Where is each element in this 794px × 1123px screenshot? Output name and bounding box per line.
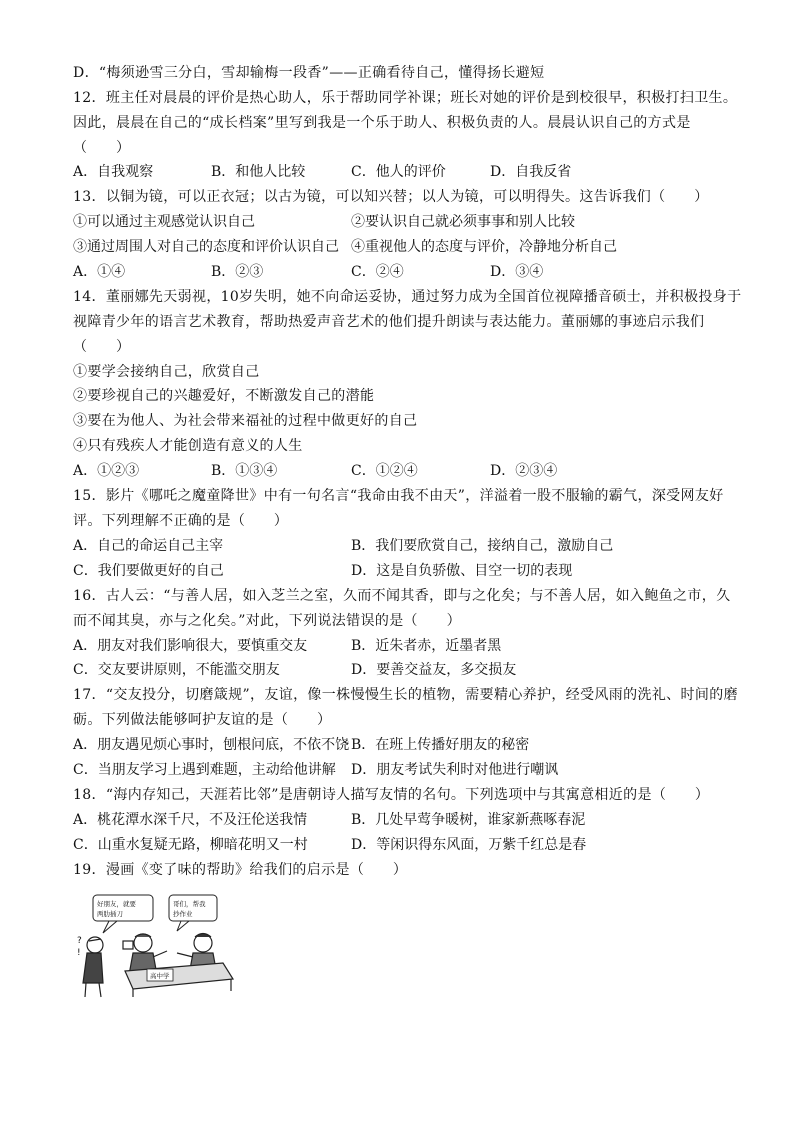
q12-option-d: D．自我反省	[490, 164, 572, 180]
q17-option-a: A．朋友遇见烦心事时，刨根问底，不依不饶	[73, 737, 350, 753]
q18-option-d: D．等闲识得东风面，万紫千红总是春	[351, 837, 587, 853]
speech-bubble-right	[169, 895, 217, 931]
observer-figure	[77, 936, 103, 997]
q14-option-a: A．①②③	[73, 463, 140, 479]
q11-option-d: D．“梅须逊雪三分白，雪却输梅一段香”——正确看待自己，懂得扬长避短	[73, 65, 545, 81]
q18-stem: 18．“海内存知己，天涯若比邻”是唐朝诗人描写友情的名句。下列选项中与其寓意相近的是（ ）	[73, 787, 710, 803]
q16-option-a: A．朋友对我们影响很大，要慎重交友	[73, 638, 308, 654]
q14-stem-line1: 14．董丽娜先天弱视，10岁失明，她不向命运妥协，通过努力成为全国首位视障播音硕士，并积极投身于	[73, 289, 742, 305]
q13-statement-2: ②要认识自己就必须事事和别人比较	[351, 214, 575, 230]
q14-statement-1: ①要学会接纳自己，欣赏自己	[73, 364, 260, 380]
q12-option-b: B．和他人比较	[211, 164, 306, 180]
q15-option-d: D．这是自负骄傲、目空一切的表现	[351, 563, 573, 579]
q15-option-b: B．我们要欣赏自己，接纳自己，激励自己	[351, 538, 614, 554]
q17-option-d: D．朋友考试失利时对他进行嘲讽	[351, 762, 559, 778]
q16-stem-line2: 而不闻其臭，亦与之化矣。”对此，下列说法错误的是（ ）	[73, 613, 461, 629]
q16-option-b: B．近朱者赤，近墨者黑	[351, 638, 502, 654]
q14-statement-4: ④只有残疾人才能创造有意义的人生	[73, 438, 303, 454]
q12-stem-line1: 12．班主任对晨晨的评价是热心助人，乐于帮助同学补课；班长对她的评价是到校很早，积极打扫卫生。	[73, 90, 738, 106]
bubble-right-text-2: 抄作业	[173, 910, 193, 918]
svg-text:?: ?	[77, 936, 82, 946]
q14-option-b: B．①③④	[211, 463, 278, 479]
q17-stem-line1: 17．“交友投分，切磨箴规”，友谊，像一株慢慢生长的植物，需要精心养护，经受风雨的洗礼、时间的磨	[73, 687, 738, 703]
svg-text:!: !	[77, 948, 81, 958]
q12-stem-line2: 因此，晨晨在自己的“成长档案”里写到我是一个乐于助人、积极负责的人。晨晨认识自己的方式是	[73, 115, 691, 131]
q13-option-a: A．①④	[73, 264, 126, 280]
q19-stem: 19．漫画《变了味的帮助》给我们的启示是（ ）	[73, 862, 408, 878]
bubble-right-text-1: 哥们，帮我	[173, 900, 206, 908]
q17-stem-line2: 砺。下列做法能够呵护友谊的是（ ）	[73, 712, 332, 728]
bubble-left-text-1: 好朋友，就要	[97, 900, 136, 908]
q12-option-c: C．他人的评价	[351, 164, 446, 180]
bubble-left-text-2: 两肋插刀	[97, 910, 123, 918]
q18-option-c: C．山重水复疑无路，柳暗花明又一村	[73, 837, 308, 853]
cartoon-illustration	[73, 893, 243, 998]
speech-bubble-left	[93, 895, 153, 933]
q15-option-c: C．我们要做更好的自己	[73, 563, 224, 579]
q13-statement-1: ①可以通过主观感觉认识自己	[73, 214, 255, 230]
q17-option-c: C．当朋友学习上遇到难题，主动给他讲解	[73, 762, 336, 778]
q17-option-b: B．在班上传播好朋友的秘密	[351, 737, 530, 753]
q16-option-c: C．交友要讲原则，不能滥交朋友	[73, 662, 280, 678]
q14-statement-2: ②要珍视自己的兴趣爱好，不断激发自己的潜能	[73, 388, 375, 404]
desk-label: 高中学	[150, 972, 170, 980]
q13-option-c: C．②④	[351, 264, 404, 280]
q13-statement-4: ④重视他人的态度与评价，冷静地分析自己	[351, 239, 617, 255]
q12-option-a: A．自我观察	[73, 164, 154, 180]
q18-option-a: A．桃花潭水深千尺，不及汪伦送我情	[73, 812, 308, 828]
q15-stem-line2: 评。下列理解不正确的是（ ）	[73, 513, 289, 529]
q15-stem-line1: 15．影片《哪吒之魔童降世》中有一句名言“我命由我不由天”，洋溢着一股不服输的霸气，深受网友好	[73, 488, 724, 504]
q14-answer-blank: （ ）	[73, 339, 131, 355]
q13-statement-3: ③通过周围人对自己的态度和评价认识自己	[73, 239, 339, 255]
q18-option-b: B．几处早莺争暖树，谁家新燕啄春泥	[351, 812, 586, 828]
q14-option-c: C．①②④	[351, 463, 418, 479]
q14-option-d: D．②③④	[490, 463, 558, 479]
q13-option-d: D．③④	[490, 264, 544, 280]
q14-statement-3: ③要在为他人、为社会带来福祉的过程中做更好的自己	[73, 413, 418, 429]
q14-stem-line2: 视障青少年的语言艺术教育，帮助热爱声音艺术的他们提升朗读与表达能力。董丽娜的事迹启示我们	[73, 314, 705, 330]
q16-option-d: D．要善交益友，多交损友	[351, 662, 517, 678]
q15-option-a: A．自己的命运自己主宰	[73, 538, 224, 554]
q12-answer-blank: （ ）	[73, 140, 131, 156]
q13-option-b: B．②③	[211, 264, 264, 280]
q16-stem-line1: 16．古人云：“与善人居，如入芝兰之室，久而不闻其香，即与之化矣；与不善人居，如入鲍鱼之市，久	[73, 588, 731, 604]
q13-stem: 13．以铜为镜，可以正衣冠；以古为镜，可以知兴替；以人为镜，可以明得失。这告诉我们（ ）	[73, 189, 709, 205]
